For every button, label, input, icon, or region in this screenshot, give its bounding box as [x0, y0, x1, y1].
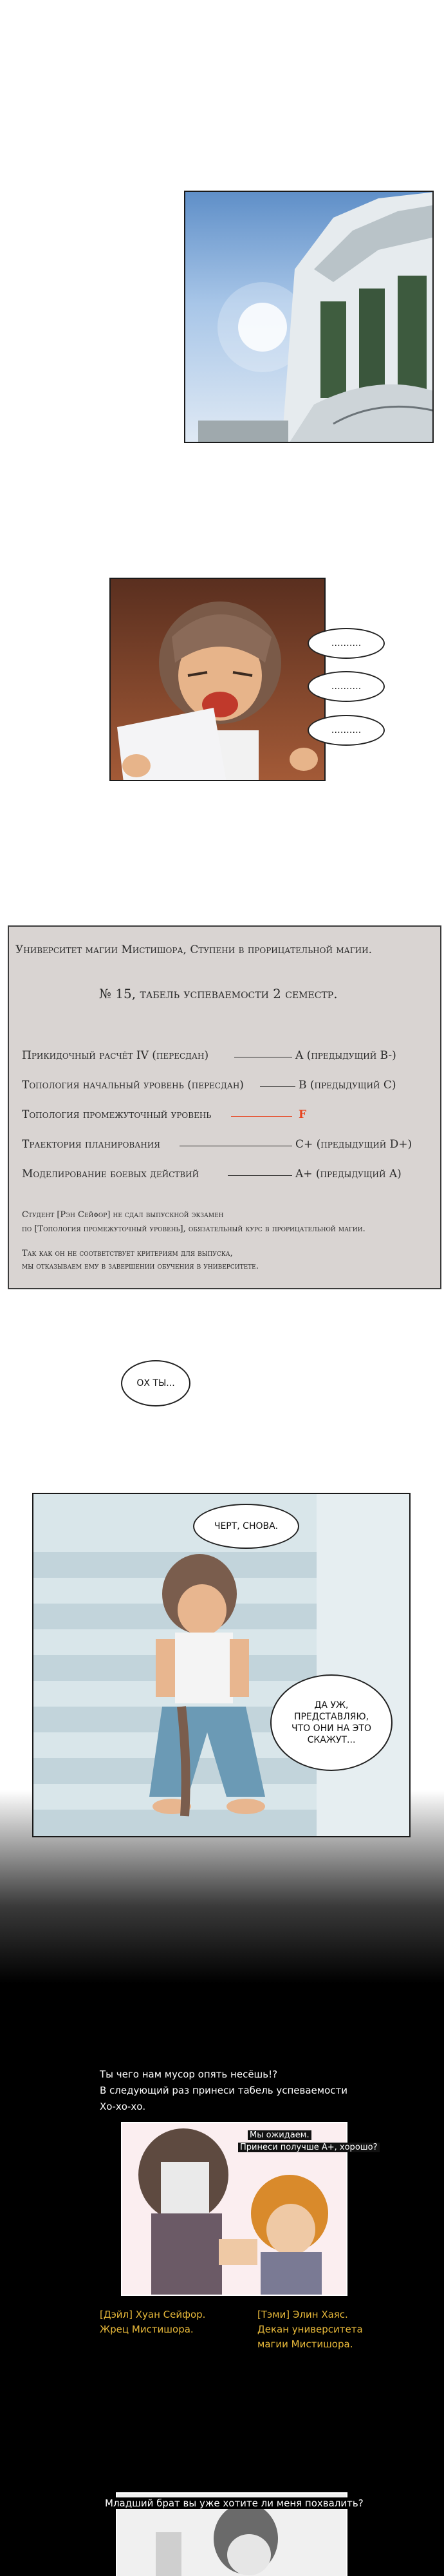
- father-line-3: Хо-хо-хо.: [100, 2101, 146, 2112]
- report-grade-4: C+ (предыдущий D+): [295, 1138, 412, 1151]
- student-illustration: [111, 579, 326, 781]
- mother-caption-3: магии Мистишора.: [257, 2338, 353, 2350]
- imagine-line-2: ПРЕДСТАВЛЯЮ,: [293, 1712, 369, 1722]
- panel-crying-student: [109, 578, 326, 781]
- report-note-3: Так как он не соответствует критериям для выпуска,: [22, 1249, 233, 1258]
- speech-bubble-dots-3: [308, 715, 385, 746]
- father-line-1: Ты чего нам мусор опять несёшь!?: [100, 2069, 278, 2080]
- father-caption-2: Жрец Мистишора.: [100, 2324, 194, 2335]
- speech-bubble-oh: [121, 1360, 190, 1406]
- report-grade-3: F: [299, 1108, 307, 1121]
- speech-bubble-dots-2: [308, 671, 385, 702]
- imagine-line-1: ДА УЖ,: [314, 1700, 349, 1710]
- building-illustration: [185, 192, 434, 443]
- panel-building: [184, 191, 434, 443]
- report-grade-1: A (предыдущий B-): [295, 1049, 396, 1062]
- speech-bubble-damn: [193, 1504, 299, 1549]
- imagine-line-4: СКАЖУТ...: [307, 1735, 356, 1745]
- report-dash: [260, 1086, 295, 1087]
- mother-line-1: Мы ожидаем.: [248, 2130, 311, 2140]
- speech-bubble-dots-1: [308, 628, 385, 659]
- report-subject-2: Топология начальный уровень (пересдан): [22, 1079, 244, 1092]
- imagine-line-3: ЧТО ОНИ НА ЭТО: [291, 1723, 371, 1734]
- mother-caption-2: Декан университета: [257, 2324, 363, 2335]
- mother-caption-1: [Тэми] Элин Хаяс.: [257, 2309, 348, 2320]
- bottom-line: Младший брат вы уже хотите ли меня похвалить?: [103, 2497, 365, 2509]
- speech-bubble-imagine: [270, 1674, 393, 1771]
- dots-text: ……….: [331, 725, 362, 735]
- report-card: [8, 925, 441, 1289]
- oh-text: ОХ ТЫ...: [136, 1378, 175, 1388]
- report-note-2: по [Топология промежуточный уровень], обязательный курс в прорицательной магии.: [22, 1224, 365, 1234]
- report-subject-3: Топология промежуточный уровень: [22, 1108, 212, 1121]
- father-line-2: В следующий раз принеси табель успеваемости: [100, 2085, 347, 2096]
- dots-text: ……….: [331, 681, 362, 692]
- report-grade-2: B (предыдущий C): [299, 1079, 396, 1092]
- report-dash: [228, 1175, 292, 1176]
- report-title: № 15, табель успеваемости 2 семестр.: [99, 986, 338, 1001]
- damn-text: ЧЕРТ, СНОВА.: [214, 1521, 279, 1531]
- report-subject-4: Траектория планирования: [22, 1138, 160, 1151]
- report-grade-5: A+ (предыдущий A): [295, 1168, 402, 1180]
- report-subject-1: Прикидочный расчёт IV (пересдан): [22, 1049, 209, 1062]
- report-subject-5: Моделирование боевых действий: [22, 1168, 199, 1180]
- mother-line-2: Принеси получше A+, хорошо?: [238, 2143, 380, 2152]
- report-note-4: мы отказываем ему в завершении обучения в университете.: [22, 1262, 259, 1271]
- dots-text: ……….: [331, 638, 362, 649]
- report-note-1: Студент [Рэн Сейфор] не сдал выпускной экзамен: [22, 1210, 224, 1220]
- father-caption-1: [Дэйл] Хуан Сейфор.: [100, 2309, 206, 2320]
- report-header: Университет магии Мистишора, Ступени в прорицательной магии.: [15, 943, 372, 956]
- report-dash: [231, 1116, 292, 1117]
